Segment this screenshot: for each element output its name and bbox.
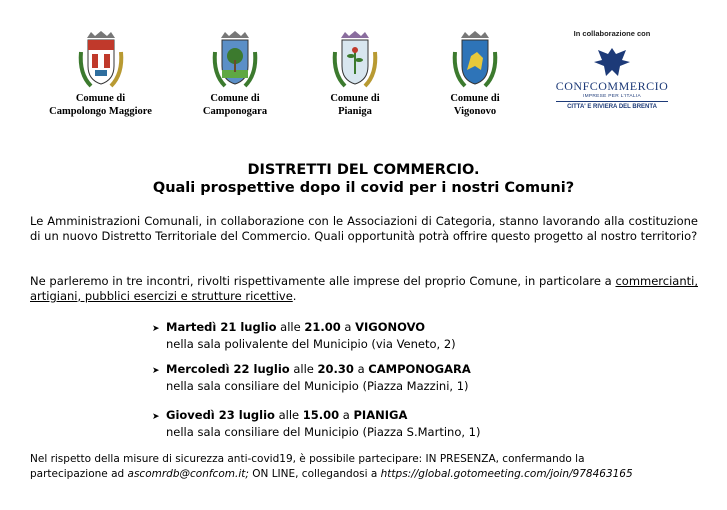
municipality-label: Comune di Camponogara: [202, 93, 268, 117]
coat-of-arms-icon: [73, 30, 129, 92]
event-location: nella sala polivalente del Municipio (via Veneto, 2): [166, 336, 456, 351]
crest-campolongo-maggiore: [38, 30, 163, 118]
crest-vigonovo: [425, 30, 525, 118]
meeting-url-link[interactable]: https://global.gotomeeting.com/join/978463165: [380, 467, 633, 480]
divider: [556, 101, 668, 102]
coat-of-arms-icon: [447, 30, 503, 92]
organization-tagline: IMPRESE PER L'ITALIA: [582, 94, 641, 99]
organization-subtitle: CITTA' E RIVIERA DEL BRENTA: [567, 104, 657, 110]
collaboration-note: In collaborazione con: [573, 29, 651, 38]
crest-camponogara: [180, 30, 290, 118]
coat-of-arms-icon: [207, 30, 263, 92]
target-audience: commercianti, artigiani, pubblici esercizi e strutture ricettive: [30, 274, 698, 303]
event-item: ➤ Mercoledì 22 luglio alle 20.30 a CAMPONOGARA nella sala consiliare del Municipio (Piazza Mazzini, 1): [152, 362, 471, 393]
eagle-icon: [592, 44, 632, 78]
arrow-bullet-icon: ➤: [152, 366, 160, 376]
event-item: ➤ Martedì 21 luglio alle 21.00 a VIGONOVO nella sala polivalente del Municipio (via Veneto, 2): [152, 320, 456, 351]
municipality-label: Comune di Vigonovo: [450, 93, 500, 117]
meetings-intro: Ne parleremo in tre incontri, rivolti rispettivamente alle imprese del proprio Comune, in particolare a commercianti, artigiani, pubblici esercizi e strutture ricettive.: [30, 274, 698, 303]
organization-name: CONFCOMMERCIO: [555, 79, 669, 93]
confcommercio-logo: [548, 29, 676, 110]
intro-paragraph: Le Amministrazioni Comunali, in collaborazione con le Associazioni di Categoria, stanno lavorando alla costituzione di un nuovo Distretto Territoriale del Commercio. Quali opportunità potrà offrire questo progetto al nostro territorio?: [30, 214, 698, 243]
title-line-1: DISTRETTI DEL COMMERCIO.: [247, 162, 480, 178]
email-link[interactable]: ascomrdb@confcom.it;: [127, 467, 249, 480]
event-location: nella sala consiliare del Municipio (Piazza Mazzini, 1): [166, 378, 469, 393]
event-location: nella sala consiliare del Municipio (Piazza S.Martino, 1): [166, 424, 481, 439]
arrow-bullet-icon: ➤: [152, 324, 160, 334]
municipality-label: Comune di Campolongo Maggiore: [49, 93, 152, 117]
crest-pianiga: [305, 30, 405, 118]
municipality-label: Comune di Pianiga: [330, 93, 380, 117]
event-item: ➤ Giovedì 23 luglio alle 15.00 a PIANIGA nella sala consiliare del Municipio (Piazza S.Martino, 1): [152, 408, 481, 439]
page-title: [0, 161, 727, 197]
participation-note: Nel rispetto della misure di sicurezza anti-covid19, è possibile partecipare: IN PRESENZA, confermando la partecipazione ad ascomrdb@confcom.it; ON LINE, collegandosi a https://global.gotomeeting.com/join/978463165: [30, 453, 633, 480]
arrow-bullet-icon: ➤: [152, 412, 160, 422]
title-line-2: Quali prospettive dopo il covid per i nostri Comuni?: [152, 180, 575, 196]
coat-of-arms-icon: [327, 30, 383, 92]
